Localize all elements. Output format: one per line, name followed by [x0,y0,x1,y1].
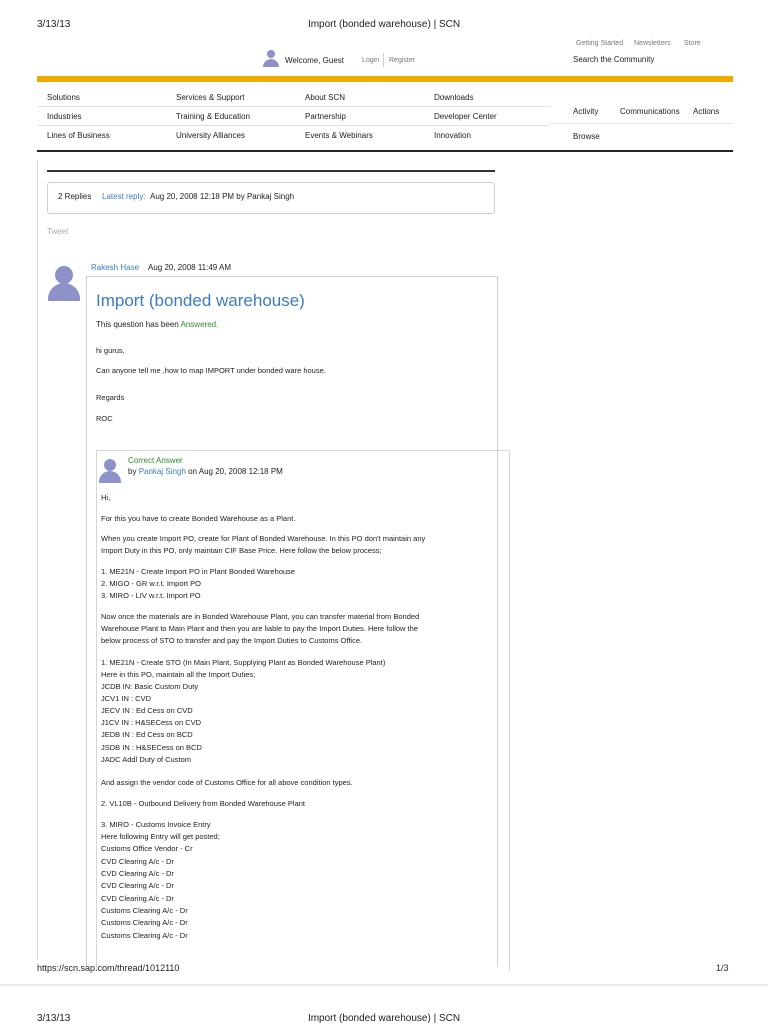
thread-top-rule [47,170,495,172]
nav-downloads[interactable]: Downloads [434,93,474,102]
answer-line: Here following Entry will get posted; [101,832,220,841]
answer-line: CVD Clearing A/c - Dr [101,894,174,903]
answer-line: And assign the vendor code of Customs Office for all above condition types. [101,778,353,787]
answer-line: below process of STO to transfer and pay the Import Duties to Customs Office. [101,636,363,645]
nav-lines-of-business[interactable]: Lines of Business [47,131,110,140]
nav-communications[interactable]: Communications [620,107,680,116]
status-prefix: This question has been [96,320,179,329]
next-page-title: Import (bonded warehouse) | SCN [307,1013,461,1024]
nav-solutions[interactable]: Solutions [47,93,80,102]
nav-bottom-line [37,150,733,152]
latest-reply-label[interactable]: Latest reply: [102,192,146,201]
answer-line: 2. VL10B - Outbound Delivery from Bonded Warehouse Plant [101,799,306,808]
thread-info-box [47,182,495,214]
answer-line: Customs Clearing A/c - Dr [101,931,188,940]
answer-line: CVD Clearing A/c - Dr [101,869,174,878]
nav-training-education[interactable]: Training & Education [176,112,250,121]
answer-line: Now once the materials are in Bonded Warehouse Plant, you can transfer material from Bonded [101,612,420,621]
nav-industries[interactable]: Industries [47,112,82,121]
post-line: Can anyone tell me ,how to map IMPORT under bonded ware house. [96,366,326,375]
search-community[interactable]: Search the Community [573,55,655,64]
answer-avatar [99,459,121,483]
answer-line: JADC Addl Duty of Custom [101,755,192,764]
answer-line: JCDB IN: Basic Custom Duty [101,682,199,691]
answer-line: JCV1 IN : CVD [101,694,152,703]
nav-browse[interactable]: Browse [573,132,600,141]
answer-line: 3. MIRO - LIV w.r.t. Import PO [101,591,201,600]
replies-count: 2 Replies [58,192,92,201]
answer-line: Customs Clearing A/c - Dr [101,918,188,927]
next-page-date: 3/13/13 [37,1013,71,1024]
nav-about-scn[interactable]: About SCN [305,93,346,102]
register-link[interactable]: Register [389,57,416,64]
page-break [0,984,768,986]
top-link-newsletters[interactable]: Newsletters [634,40,671,47]
answer-line: Customs Clearing A/c - Dr [101,906,188,915]
answer-line: Here in this PO, maintain all the Import Duties; [101,670,256,679]
latest-reply-text: Aug 20, 2008 12:18 PM by Pankaj Singh [150,192,295,201]
nav-partnership[interactable]: Partnership [305,112,346,121]
nav-services-support[interactable]: Services & Support [176,93,245,102]
status-answered: Answered. [180,320,219,329]
answer-line: For this you have to create Bonded Warehouse as a Plant. [101,514,296,523]
answer-line: JEDB IN : Ed Cess on BCD [101,730,193,739]
post-line: hi gurus, [96,346,125,355]
welcome-text: Welcome, Guest [285,56,344,65]
post-line: ROC [96,414,113,423]
nav-row-divider [37,125,550,126]
post-line: Regards [96,393,125,402]
orange-bar [37,76,733,82]
answer-line: CVD Clearing A/c - Dr [101,857,174,866]
nav-university-alliances[interactable]: University Alliances [176,131,245,140]
answer-line: 2. MIGO - GR w.r.t. Import PO [101,579,202,588]
post-title: Import (bonded warehouse) [96,291,305,310]
answer-line: CVD Clearing A/c - Dr [101,881,174,890]
answer-line: Hi, [101,493,111,502]
top-link-store[interactable]: Store [684,40,701,47]
nav-developer-center[interactable]: Developer Center [434,112,497,121]
post-date: Aug 20, 2008 11:49 AM [148,263,232,272]
answer-line: Customs Office Vendor - Cr [101,844,193,853]
tweet-button[interactable]: Tweet [47,227,69,236]
footer-url: https://scn.sap.com/thread/1012110 [37,963,180,973]
print-date: 3/13/13 [37,19,71,30]
author-avatar [48,265,80,301]
nav-events-webinars[interactable]: Events & Webinars [305,131,373,140]
answer-line: JSDB IN : H&SECess on BCD [101,743,202,752]
login-divider [383,53,384,67]
nav-innovation[interactable]: Innovation [434,131,471,140]
answer-date: on Aug 20, 2008 12:18 PM [188,467,283,476]
answer-line: JECV IN : Ed Cess on CVD [101,706,193,715]
nav-activity[interactable]: Activity [573,107,599,116]
answer-line: Import Duty in this PO, only maintain CIF Base Price. Here follow the below process; [101,546,382,555]
top-link-getting-started[interactable]: Getting Started [576,40,624,47]
nav-actions[interactable]: Actions [693,107,720,116]
answer-by: by [128,467,137,476]
print-title: Import (bonded warehouse) | SCN [307,19,461,30]
login-link[interactable]: Login [362,57,380,64]
nav-right-divider [550,123,733,124]
correct-answer-label: Correct Answer [128,456,183,465]
answer-line: 1. ME21N - Create STO (In Main Plant, Supplying Plant as Bonded Warehouse Plant) [101,658,386,667]
answer-line: 3. MIRO - Customs Invoice Entry [101,820,211,829]
nav-row-divider [37,106,550,107]
answer-line: When you create Import PO, create for Plant of Bonded Warehouse. In this PO don't maintain any [101,534,426,543]
answer-line: Warehouse Plant to Main Plant and then you are liable to pay the Import Duties. Here follow the [101,624,418,633]
guest-avatar-icon [262,50,280,68]
answer-author[interactable]: Pankaj Singh [138,467,186,476]
post-author[interactable]: Rakesh Hase [91,263,140,272]
footer-page: 1/3 [716,963,729,973]
answer-line: 1. ME21N - Create Import PO in Plant Bonded Warehouse [101,567,295,576]
content-border [37,160,38,960]
answer-line: J1CV IN : H&SECess on CVD [101,718,202,727]
